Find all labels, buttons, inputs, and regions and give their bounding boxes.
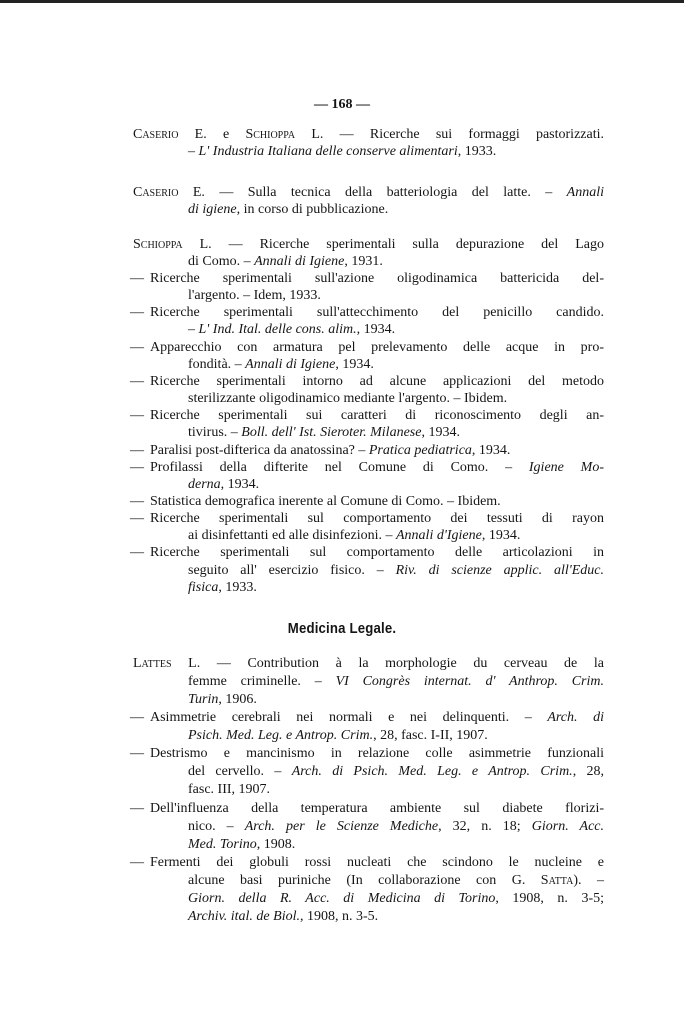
ditto-dash: — bbox=[130, 305, 144, 321]
bibliography-entry bbox=[130, 854, 604, 926]
author-name: Caserio E. bbox=[133, 127, 207, 142]
bibliography-entry bbox=[130, 544, 605, 595]
entry-text: seguito all' esercizio fisico. – bbox=[188, 562, 396, 578]
entry-line bbox=[188, 424, 604, 441]
entry-text: Ricerche sperimentali intorno ad alcune applicazioni del metodo bbox=[150, 373, 604, 389]
ditto-dash: — bbox=[130, 800, 144, 816]
entry-line bbox=[188, 287, 604, 304]
entry-line bbox=[133, 236, 604, 253]
ditto-dash: — bbox=[130, 339, 144, 355]
ditto-dash: — bbox=[130, 854, 144, 870]
entry-line bbox=[188, 143, 604, 160]
bibliography-entry bbox=[133, 126, 604, 160]
entry-line bbox=[188, 908, 604, 926]
entry-text: nico. – bbox=[188, 818, 245, 834]
entry-text: – bbox=[188, 322, 199, 338]
entry-text: fondità. – bbox=[188, 356, 246, 372]
entry-line bbox=[188, 691, 604, 709]
publication-title: Arch. di Psich. Med. Leg. e Antrop. Crim. bbox=[291, 764, 573, 780]
entry-line bbox=[188, 890, 604, 908]
entry-line bbox=[133, 126, 604, 143]
entry-line bbox=[130, 373, 604, 390]
entry-line bbox=[133, 655, 604, 673]
publication-title: derna bbox=[188, 476, 221, 492]
entry-text: Ricerche sperimentali sul comportamento delle articolazioni in bbox=[150, 545, 604, 561]
entry-text: tivirus. – bbox=[188, 425, 242, 441]
author-name: Lattes L. bbox=[133, 656, 201, 671]
entry-line bbox=[188, 253, 604, 270]
ditto-dash: — bbox=[130, 511, 144, 527]
ditto-dash: — bbox=[130, 270, 144, 286]
entry-text: Ricerche sperimentali sul comportamento dei tessuti di rayon bbox=[150, 511, 604, 527]
ditto-dash: — bbox=[130, 373, 144, 389]
entry-line bbox=[130, 709, 604, 727]
ditto-dash: — bbox=[130, 442, 144, 458]
entry-text: , 1906. bbox=[218, 692, 257, 708]
bibliography-entry bbox=[130, 800, 605, 854]
entry-text: del cervello. – bbox=[188, 764, 292, 780]
bibliography-entry bbox=[130, 339, 604, 373]
entry-text: , 1934. bbox=[220, 476, 260, 492]
entry-line bbox=[188, 527, 604, 544]
publication-title: L' Industria Italiana delle conserve alimentari bbox=[198, 144, 458, 160]
publication-title: fisica bbox=[188, 579, 219, 595]
entry-text: fasc. III, 1907. bbox=[188, 782, 271, 798]
entry-text: , 32, n. 18; bbox=[438, 818, 532, 834]
medicina-legale-section bbox=[130, 655, 605, 926]
publication-title: Igiene Mo- bbox=[528, 459, 604, 475]
entry-text: , 1934. bbox=[471, 442, 511, 458]
entry-line bbox=[130, 459, 604, 476]
entry-line bbox=[188, 727, 604, 745]
publication-title: VI Congrès internat. d' Anthrop. Crim. bbox=[335, 674, 605, 690]
scan-top-edge bbox=[0, 0, 684, 3]
entry-line bbox=[130, 407, 604, 424]
entry-text: di Como. – bbox=[188, 253, 255, 269]
entry-text: , 1908, n. 3-5; bbox=[495, 890, 604, 906]
author-name: Schioppa L. bbox=[133, 236, 212, 252]
entry-text: , 1933. bbox=[457, 144, 497, 160]
ditto-dash: — bbox=[130, 545, 144, 561]
entry-text: , 1934. bbox=[356, 322, 396, 338]
publication-title: Psich. Med. Leg. e Antrop. Crim. bbox=[188, 728, 374, 744]
entry-text: Asimmetrie cerebrali nei normali e nei delinquenti. – bbox=[150, 710, 548, 726]
entry-text: e bbox=[206, 127, 246, 142]
publication-title: Pratica pediatrica bbox=[368, 442, 472, 458]
entry-text: Destrismo e mancinismo in relazione colle asimmetrie funzionali bbox=[150, 746, 604, 762]
bibliography-entry bbox=[130, 373, 604, 407]
bibliography-section bbox=[130, 126, 605, 596]
entry-line bbox=[130, 544, 604, 561]
entry-text: Fermenti dei globuli rossi nucleati che scindono le nucleine e bbox=[150, 854, 604, 870]
publication-title: Riv. di scienze applic. all'Educ. bbox=[395, 562, 605, 578]
bibliography-entry bbox=[133, 655, 604, 709]
ditto-dash: — bbox=[130, 710, 144, 726]
entry-text: , 1908, n. 3-5. bbox=[299, 908, 379, 924]
entry-text: Profilassi della difterite nel Comune di Como. – bbox=[150, 459, 529, 475]
bibliography-entry bbox=[130, 442, 604, 459]
publication-title: di igiene bbox=[188, 202, 237, 218]
entry-text: – bbox=[188, 144, 199, 160]
ditto-dash: — bbox=[130, 493, 144, 509]
entry-line bbox=[130, 745, 604, 763]
entry-text: Ricerche sperimentali sull'attecchimento del penicillo candido. bbox=[150, 305, 604, 321]
bibliography-entry bbox=[130, 709, 604, 745]
entry-line bbox=[130, 304, 604, 321]
entry-line bbox=[188, 201, 604, 218]
publication-title: Arch. per le Scienze Mediche bbox=[244, 818, 439, 834]
ditto-dash: — bbox=[130, 459, 144, 475]
entry-text: — Ricerche sperimentali sulla depurazione del Lago bbox=[211, 236, 604, 252]
entry-text: Dell'influenza della temperatura ambiente sul diabete florizi- bbox=[150, 800, 604, 816]
entry-line bbox=[188, 476, 604, 493]
entry-line bbox=[188, 673, 604, 691]
publication-title: Turin bbox=[188, 692, 219, 708]
entry-text: , 1934. bbox=[481, 528, 521, 544]
entry-line bbox=[130, 854, 604, 872]
entry-text: , 28, fasc. I-II, 1907. bbox=[373, 728, 488, 744]
entry-line bbox=[130, 510, 604, 527]
entry-text: , 28, bbox=[572, 764, 605, 780]
publication-title: Giorn. della R. Acc. di Medicina di Torino bbox=[188, 890, 496, 906]
entry-line bbox=[188, 321, 604, 338]
publication-title: L' Ind. Ital. delle cons. alim. bbox=[198, 322, 357, 338]
publication-title: Annali di Igiene bbox=[254, 253, 345, 269]
bibliography-entry bbox=[130, 745, 605, 799]
entry-line bbox=[130, 493, 604, 510]
author-name: Schioppa L. bbox=[245, 127, 324, 142]
entry-text: Ricerche sperimentali sull'azione oligodinamica battericida del- bbox=[150, 270, 604, 286]
entry-line bbox=[188, 836, 604, 854]
bibliography-entry bbox=[130, 493, 604, 510]
entry-text: , 1933. bbox=[218, 579, 257, 595]
entry-text: alcune basi puriniche (In collaborazione con G. bbox=[188, 872, 541, 888]
entry-line bbox=[188, 579, 604, 596]
entry-text: , 1908. bbox=[256, 836, 296, 852]
entry-line bbox=[188, 562, 604, 579]
bibliography-entry bbox=[130, 304, 604, 338]
bibliography-entry bbox=[130, 459, 604, 493]
bibliography-entry bbox=[130, 407, 604, 441]
publication-title: Annali d'Igiene bbox=[396, 528, 482, 544]
entry-text: femme criminelle. – bbox=[188, 674, 336, 690]
entry-text: Statistica demografica inerente al Comune di Como. – Ibidem. bbox=[150, 493, 501, 509]
ditto-dash: — bbox=[130, 746, 144, 762]
entry-line bbox=[130, 800, 604, 818]
entry-line bbox=[130, 339, 604, 356]
publication-title: Boll. dell' Ist. Sieroter. Milanese bbox=[241, 425, 422, 441]
author-name: Satta bbox=[540, 872, 574, 888]
publication-title: Giorn. Acc. bbox=[531, 818, 605, 834]
bibliography-entry bbox=[133, 184, 604, 218]
entry-line bbox=[188, 818, 604, 836]
bibliography-entry bbox=[133, 236, 604, 270]
bibliography-entry bbox=[130, 270, 604, 304]
ditto-dash: — bbox=[130, 408, 144, 424]
entry-line bbox=[188, 390, 604, 407]
entry-text: Ricerche sperimentali sui caratteri di riconoscimento degli an- bbox=[150, 408, 604, 424]
entry-text: Paralisi post-difterica da anatossina? – bbox=[150, 442, 369, 458]
entry-line bbox=[133, 184, 604, 201]
publication-title: Annali bbox=[566, 185, 604, 201]
publication-title: Archiv. ital. de Biol. bbox=[188, 908, 300, 924]
entry-text: — Contribution à la morphologie du cerveau de la bbox=[200, 656, 604, 671]
entry-text: , 1934. bbox=[421, 425, 460, 441]
entry-line bbox=[188, 356, 604, 373]
entry-text: l'argento. – Idem, 1933. bbox=[188, 288, 321, 304]
entry-line bbox=[188, 872, 604, 890]
entry-text: — Ricerche sui formaggi pastorizzati. bbox=[323, 127, 604, 142]
entry-text: sterilizzante oligodinamico mediante l'argento. – Ibidem. bbox=[188, 391, 508, 407]
publication-title: Arch. di bbox=[547, 710, 604, 726]
bibliography-entry bbox=[130, 510, 604, 544]
entry-text: ). – bbox=[573, 872, 604, 888]
entry-text: , 1931. bbox=[344, 253, 383, 269]
entry-line bbox=[130, 442, 604, 459]
section-heading: Medicina Legale. bbox=[287, 620, 397, 637]
publication-title: Med. Torino bbox=[188, 836, 257, 852]
entry-line bbox=[188, 763, 604, 781]
entry-text: ai disinfettanti ed alle disinfezioni. – bbox=[188, 528, 396, 544]
publication-title: Annali di Igiene bbox=[245, 356, 336, 372]
entry-text: , in corso di pubblicazione. bbox=[236, 202, 389, 218]
entry-text: Apparecchio con armatura pel prelevamento delle acque in pro- bbox=[150, 339, 604, 355]
entry-text: , 1934. bbox=[335, 356, 374, 372]
author-name: Caserio E. bbox=[133, 185, 205, 201]
page-number: — 168 — bbox=[314, 97, 370, 112]
entry-line bbox=[130, 270, 604, 287]
entry-line bbox=[188, 781, 604, 799]
entry-text: — Sulla tecnica della batteriologia del latte. – bbox=[204, 185, 567, 201]
